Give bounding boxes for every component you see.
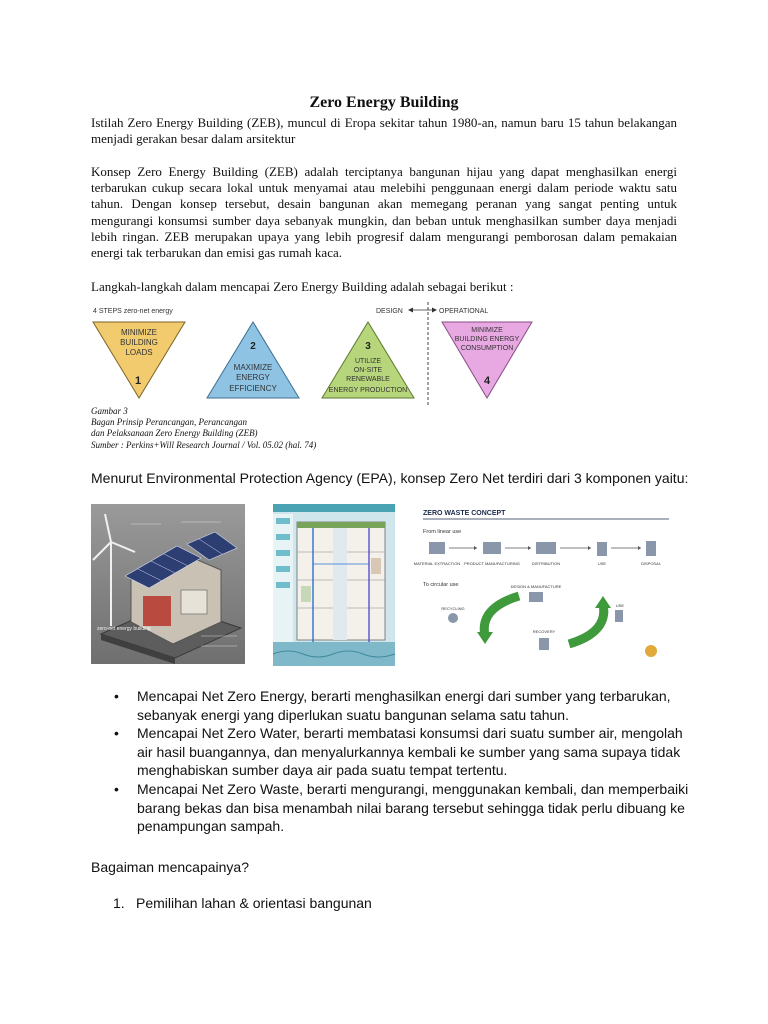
operational-label: OPERATIONAL: [439, 308, 489, 315]
list-item-text: Mencapai Net Zero Waste, berarti mengurangi, menggunakan kembali, dan memperbaiki barang bekas dan bisa menambah nilai barang tersebut sehingga tidak perlu dibuang ke penampungan sampah.: [137, 780, 689, 835]
linear-step-5: DISPOSAL: [640, 561, 662, 566]
net-zero-components-list: [110, 687, 690, 836]
linear-step-1: MATERIAL EXTRACTION: [413, 561, 461, 566]
zero-net-house-image: [91, 504, 245, 664]
numbered-list: [113, 894, 372, 912]
figure-caption: [91, 406, 431, 451]
bullet-icon: •: [114, 780, 119, 797]
step-2-triangle: [207, 322, 299, 398]
caption-line-2: Bagan Prinsip Perancangan, Perancangan: [91, 417, 247, 428]
linear-step-4: USE: [597, 561, 607, 566]
step-2-line1: MAXIMIZE: [233, 363, 273, 372]
step-4-triangle: [442, 322, 532, 398]
step-2-number: 2: [250, 341, 256, 352]
list-item-text: Pemilihan lahan & orientasi bangunan: [136, 895, 372, 911]
step-3-line3: RENEWABLE: [346, 376, 390, 383]
epa-intro-paragraph: Menurut Environmental Protection Agency (EPA), konsep Zero Net terdiri dari 3 komponen yaitu:: [91, 470, 689, 486]
step-2-line3: EFFICIENCY: [229, 384, 277, 393]
intro-paragraph: Istilah Zero Energy Building (ZEB), muncul di Eropa sekitar tahun 1980-an, namun baru 15 tahun belakangan menjadi gerakan besar dalam arsitektur: [91, 115, 677, 147]
design-operational-arrow-icon: [408, 308, 437, 313]
caption-line-1: Gambar 3: [91, 406, 128, 416]
circular-right-label: USE: [615, 603, 625, 608]
linear-flow: [429, 541, 656, 556]
step-3-line2: ON-SITE: [353, 367, 383, 374]
caption-line-3: dan Pelaksanaan Zero Energy Building (ZEB): [91, 428, 258, 439]
steps-intro-paragraph: Langkah-langkah dalam mencapai Zero Energy Building adalah sebagai berikut :: [91, 279, 514, 294]
four-steps-diagram: [90, 302, 538, 406]
list-number: 1.: [113, 895, 125, 911]
step-4-line1: MINIMIZE: [471, 327, 503, 334]
linear-step-3: DISTRIBUTION: [531, 561, 561, 566]
linear-use-label: From linear use: [423, 529, 462, 535]
step-3-number: 3: [365, 341, 371, 352]
step-4-line2: BUILDING ENERGY: [454, 336, 520, 343]
bullet-icon: •: [114, 725, 119, 742]
design-label: DESIGN: [376, 308, 403, 315]
list-item: [110, 724, 690, 780]
zero-waste-concept-image: [413, 504, 670, 666]
step-2-line2: ENERGY: [236, 373, 270, 382]
concept-paragraph: Konsep Zero Energy Building (ZEB) adalah terciptanya bangunan hijau yang dapat menghasilkan energi terbarukan cukup secara lokal untuk menyamai atau melebihi penggunaan energi dalam periode waktu satu tahun. Dengan konsep tersebut, desain bangunan akan memegang peranan yang sangat penting untuk mengurangi konsumsi sumber daya sebanyak mungkin, dan beban untuk menghasilkan sumber daya menjadi lebih ringan. ZEB merupakan upaya yang lebih progresif dalam mengurangi pemborosan dalam pemakaian energi tak terbarukan dan emisi gas rumah kaca.: [91, 164, 677, 261]
list-item: [113, 894, 372, 912]
circular-flow: [448, 592, 657, 657]
question-text: Bagaiman mencapainya?: [91, 859, 249, 875]
step-1-number: 1: [134, 375, 142, 387]
circular-left-label: RECYCLING: [441, 606, 465, 611]
step-1-line1: MINIMIZE: [121, 328, 157, 337]
step-3-line1: UTILIZE: [354, 358, 382, 365]
page-title: Zero Energy Building: [309, 94, 459, 111]
steps-header: 4 STEPS zero-net energy: [93, 308, 173, 315]
caption-line-4: Sumber : Perkins+Will Research Journal / Vol. 05.02 (hal. 74): [91, 439, 317, 450]
waste-title: ZERO WASTE CONCEPT: [423, 510, 506, 517]
linear-step-2: PRODUCT MANUFACTURING: [464, 561, 520, 566]
step-1-line2: BUILDING: [120, 338, 158, 347]
step-1-line3: LOADS: [125, 348, 153, 357]
list-item: [110, 780, 690, 836]
circular-top-label: DESIGN & MANUFACTURE: [510, 584, 562, 589]
step-1-triangle: [93, 322, 185, 398]
step-4-number: 4: [483, 375, 491, 387]
house-image-caption: zero-net energy building: [97, 626, 151, 632]
step-3-triangle: [322, 322, 414, 398]
list-item: [110, 687, 690, 724]
step-3-line4: ENERGY PRODUCTION: [328, 387, 408, 394]
step-4-line3: CONSUMPTION: [460, 345, 514, 352]
net-zero-water-building-image: [273, 504, 395, 666]
bullet-icon: •: [114, 688, 119, 704]
list-item-text: Mencapai Net Zero Water, berarti membatasi konsumsi dari suatu sumber air, mengolah air hasil buangannya, dan menyalurkannya kembali ke sumber yang sama supaya tidak menghabiskan sumber daya air pada suatu tempat tertentu.: [137, 725, 683, 779]
list-item-text: Mencapai Net Zero Energy, berarti menghasilkan energi dari sumber yang terbarukan, sebanyak energi yang diperlukan suatu bangunan selama satu tahun.: [137, 688, 671, 723]
circular-bottom-label: RECOVERY: [532, 629, 556, 634]
circular-use-label: To circular use: [423, 582, 459, 588]
